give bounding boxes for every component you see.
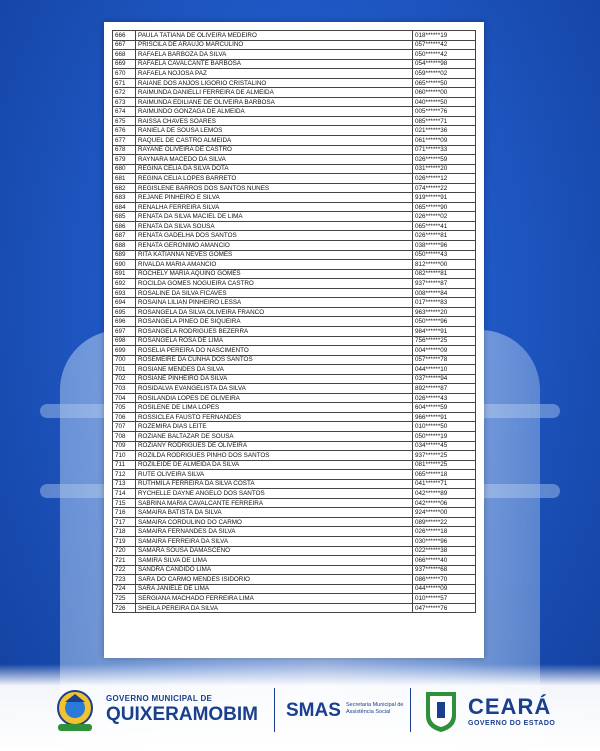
- masked-cpf: 026******02: [413, 212, 476, 222]
- row-number: 726: [113, 603, 136, 613]
- row-number: 670: [113, 69, 136, 79]
- beneficiary-name: ROSIDALVA EVANGELISTA DA SILVA: [136, 384, 413, 394]
- table-row: [113, 365, 476, 375]
- masked-cpf: 041******71: [413, 479, 476, 489]
- row-number: 669: [113, 59, 136, 69]
- row-number: 723: [113, 575, 136, 585]
- beneficiary-name: RAIANE DOS ANJOS LIGORIO CRISTALINO: [136, 78, 413, 88]
- masked-cpf: 937******25: [413, 451, 476, 461]
- masked-cpf: 050******42: [413, 50, 476, 60]
- beneficiary-name: ROSELIA PEREIRA DO NASCIMENTO: [136, 346, 413, 356]
- table-row: [113, 603, 476, 613]
- beneficiary-name: RAFAELA CAVALCANTE BARBOSA: [136, 59, 413, 69]
- muni-line1: GOVERNO MUNICIPAL DE: [106, 694, 213, 703]
- smas-logo: SMAS: [286, 700, 341, 721]
- table-row: [113, 145, 476, 155]
- row-number: 695: [113, 307, 136, 317]
- table-row: [113, 451, 476, 461]
- table-row: [113, 241, 476, 251]
- table-row: [113, 107, 476, 117]
- table-row: [113, 174, 476, 184]
- masked-cpf: 756******25: [413, 336, 476, 346]
- masked-cpf: 057******78: [413, 355, 476, 365]
- row-number: 722: [113, 565, 136, 575]
- beneficiary-name: ROSSICLEA FAUSTO FERNANDES: [136, 412, 413, 422]
- masked-cpf: 924******00: [413, 508, 476, 518]
- masked-cpf: 010******50: [413, 422, 476, 432]
- table-row: [113, 431, 476, 441]
- masked-cpf: 604******59: [413, 403, 476, 413]
- masked-cpf: 026******18: [413, 527, 476, 537]
- beneficiary-name: SARA DO CARMO MENDES ISIDORIO: [136, 575, 413, 585]
- masked-cpf: 065******41: [413, 221, 476, 231]
- beneficiary-name: ROZIANY RODRIGUES DE OLIVEIRA: [136, 441, 413, 451]
- masked-cpf: 066******40: [413, 556, 476, 566]
- beneficiary-name: SERGIANA MACHADO FERREIRA LIMA: [136, 594, 413, 604]
- masked-cpf: 038******96: [413, 241, 476, 251]
- row-number: 672: [113, 88, 136, 98]
- ceara-name: CEARÁ: [468, 694, 552, 719]
- masked-cpf: 050******43: [413, 250, 476, 260]
- row-number: 693: [113, 288, 136, 298]
- masked-cpf: 008******84: [413, 288, 476, 298]
- table-row: [113, 231, 476, 241]
- beneficiary-list-sheet: [104, 22, 484, 658]
- beneficiary-name: ROSILANDIA LOPES DE OLIVEIRA: [136, 393, 413, 403]
- beneficiary-name: RAISSA CHAVES SOARES: [136, 116, 413, 126]
- masked-cpf: 042******06: [413, 498, 476, 508]
- table-row: [113, 441, 476, 451]
- masked-cpf: 034******45: [413, 441, 476, 451]
- row-number: 677: [113, 136, 136, 146]
- row-number: 684: [113, 202, 136, 212]
- beneficiary-name: RENALHA FERREIRA SILVA: [136, 202, 413, 212]
- table-row: [113, 269, 476, 279]
- beneficiary-name: REJANE PINHEIRO E SILVA: [136, 193, 413, 203]
- table-row: [113, 155, 476, 165]
- ceara-logo-text: [468, 694, 555, 727]
- footer-bar: [0, 664, 600, 751]
- beneficiary-name: ROSANGELA ROSA DE LIMA: [136, 336, 413, 346]
- smas-subtitle: Secretaria Municipal de Assistência Social: [346, 702, 404, 715]
- masked-cpf: 040******50: [413, 97, 476, 107]
- row-number: 671: [113, 78, 136, 88]
- row-number: 708: [113, 431, 136, 441]
- beneficiary-name: RAQUEL DE CASTRO ALMEIDA: [136, 136, 413, 146]
- quixeramobim-crest-icon: [50, 686, 100, 736]
- row-number: 725: [113, 594, 136, 604]
- masked-cpf: 050******96: [413, 317, 476, 327]
- row-number: 697: [113, 326, 136, 336]
- masked-cpf: 061******09: [413, 136, 476, 146]
- masked-cpf: 044******10: [413, 365, 476, 375]
- row-number: 673: [113, 97, 136, 107]
- table-row: [113, 412, 476, 422]
- masked-cpf: 919******91: [413, 193, 476, 203]
- beneficiary-name: PAULA TATIANA DE OLIVEIRA MEDEIRO: [136, 31, 413, 41]
- row-number: 712: [113, 470, 136, 480]
- beneficiary-name: SAMIRA SILVA DE LIMA: [136, 556, 413, 566]
- beneficiary-name: RAIMUNDA DANIELLI FERREIRA DE ALMEIDA: [136, 88, 413, 98]
- row-number: 711: [113, 460, 136, 470]
- masked-cpf: 010******57: [413, 594, 476, 604]
- table-row: [113, 193, 476, 203]
- masked-cpf: 026******59: [413, 155, 476, 165]
- row-number: 703: [113, 384, 136, 394]
- beneficiary-name: ROSANGELA RODRIGUES BEZERRA: [136, 326, 413, 336]
- table-row: [113, 40, 476, 50]
- masked-cpf: 022******38: [413, 546, 476, 556]
- table-row: [113, 164, 476, 174]
- masked-cpf: 937******68: [413, 565, 476, 575]
- masked-cpf: 065******90: [413, 202, 476, 212]
- beneficiary-name: SAMAIRA FERREIRA DA SILVA: [136, 536, 413, 546]
- municipal-logo-text: [106, 694, 258, 726]
- table-row: [113, 336, 476, 346]
- beneficiary-name: SHEILA PEREIRA DA SILVA: [136, 603, 413, 613]
- table-row: [113, 97, 476, 107]
- table-row: [113, 546, 476, 556]
- table-row: [113, 479, 476, 489]
- table-row: [113, 460, 476, 470]
- masked-cpf: 042******89: [413, 489, 476, 499]
- row-number: 680: [113, 164, 136, 174]
- masked-cpf: 026******81: [413, 231, 476, 241]
- beneficiary-name: RIVALDA MARIA AMANCIO: [136, 260, 413, 270]
- table-row: [113, 403, 476, 413]
- beneficiary-name: ROSALINE DA SILVA FICAVES: [136, 288, 413, 298]
- row-number: 705: [113, 403, 136, 413]
- masked-cpf: 004******09: [413, 346, 476, 356]
- table-row: [113, 298, 476, 308]
- masked-cpf: 892******87: [413, 384, 476, 394]
- row-number: 675: [113, 116, 136, 126]
- table-row: [113, 260, 476, 270]
- beneficiary-name: ROZILEIDE DE ALMEIDA DA SILVA: [136, 460, 413, 470]
- masked-cpf: 050******19: [413, 431, 476, 441]
- beneficiary-name: SABRINA MARIA CAVALCANTE FERREIRA: [136, 498, 413, 508]
- beneficiary-name: ROZEMIRA DIAS LEITE: [136, 422, 413, 432]
- table-row: [113, 556, 476, 566]
- beneficiary-name: ROSAINA LILIAN PINHEIRO LESSA: [136, 298, 413, 308]
- row-number: 714: [113, 489, 136, 499]
- table-row: [113, 88, 476, 98]
- beneficiary-name: RENATA DA SILVA SOUSA: [136, 221, 413, 231]
- beneficiary-name: ROSANGELA PINEO DE SIQUEIRA: [136, 317, 413, 327]
- masked-cpf: 005******76: [413, 107, 476, 117]
- ceara-subtitle: GOVERNO DO ESTADO: [468, 720, 556, 727]
- row-number: 713: [113, 479, 136, 489]
- beneficiary-name: REGISLENE BARROS DOS SANTOS NUNES: [136, 183, 413, 193]
- row-number: 719: [113, 536, 136, 546]
- table-row: [113, 517, 476, 527]
- masked-cpf: 021******36: [413, 126, 476, 136]
- row-number: 699: [113, 346, 136, 356]
- row-number: 716: [113, 508, 136, 518]
- masked-cpf: 054******98: [413, 59, 476, 69]
- table-row: [113, 212, 476, 222]
- beneficiary-name: RAIMUNDA EDILIANE DE OLIVEIRA BARBOSA: [136, 97, 413, 107]
- beneficiary-name: SANDRA CANDIDO LIMA: [136, 565, 413, 575]
- table-row: [113, 69, 476, 79]
- row-number: 685: [113, 212, 136, 222]
- masked-cpf: 085******71: [413, 116, 476, 126]
- row-number: 696: [113, 317, 136, 327]
- row-number: 674: [113, 107, 136, 117]
- beneficiary-name: PRISCILA DE ARAUJO MARCULINO: [136, 40, 413, 50]
- masked-cpf: 047******76: [413, 603, 476, 613]
- masked-cpf: 071******33: [413, 145, 476, 155]
- beneficiary-name: ROSIANE MENDES DA SILVA: [136, 365, 413, 375]
- row-number: 678: [113, 145, 136, 155]
- table-row: [113, 126, 476, 136]
- beneficiary-name: SARA JANIELE DE LIMA: [136, 584, 413, 594]
- table-row: [113, 584, 476, 594]
- masked-cpf: 966******91: [413, 412, 476, 422]
- row-number: 720: [113, 546, 136, 556]
- table-row: [113, 346, 476, 356]
- footer-divider: [410, 688, 411, 732]
- masked-cpf: 089******22: [413, 517, 476, 527]
- masked-cpf: 057******42: [413, 40, 476, 50]
- table-row: [113, 288, 476, 298]
- beneficiary-table: [112, 30, 476, 613]
- row-number: 667: [113, 40, 136, 50]
- row-number: 704: [113, 393, 136, 403]
- table-row: [113, 136, 476, 146]
- beneficiary-name: RAYNARA MACEDO DA SILVA: [136, 155, 413, 165]
- row-number: 721: [113, 556, 136, 566]
- beneficiary-name: REGINA CELIA LOPES BARRETO: [136, 174, 413, 184]
- masked-cpf: 017******83: [413, 298, 476, 308]
- masked-cpf: 037******94: [413, 374, 476, 384]
- beneficiary-name: RENATA DA SILVA MACIEL DE LIMA: [136, 212, 413, 222]
- table-row: [113, 470, 476, 480]
- row-number: 702: [113, 374, 136, 384]
- table-row: [113, 565, 476, 575]
- masked-cpf: 044******09: [413, 584, 476, 594]
- beneficiary-name: ROSANGELA DA SILVA OLIVEIRA FRANCO: [136, 307, 413, 317]
- beneficiary-name: SAMAIRA BATISTA DA SILVA: [136, 508, 413, 518]
- beneficiary-name: ROZILDA RODRIGUES PINHO DOS SANTOS: [136, 451, 413, 461]
- table-row: [113, 183, 476, 193]
- masked-cpf: 026******43: [413, 393, 476, 403]
- footer-divider: [274, 688, 275, 732]
- beneficiary-name: SAMAIRA FERNANDES DA SILVA: [136, 527, 413, 537]
- masked-cpf: 059******02: [413, 69, 476, 79]
- row-number: 707: [113, 422, 136, 432]
- beneficiary-name: RUTE OLIVEIRA SILVA: [136, 470, 413, 480]
- beneficiary-name: RYCHELLE DAYNE ANGELO DOS SANTOS: [136, 489, 413, 499]
- table-row: [113, 374, 476, 384]
- row-number: 706: [113, 412, 136, 422]
- row-number: 717: [113, 517, 136, 527]
- row-number: 724: [113, 584, 136, 594]
- beneficiary-name: RANIELA DE SOUSA LEMOS: [136, 126, 413, 136]
- table-row: [113, 393, 476, 403]
- table-row: [113, 527, 476, 537]
- table-row: [113, 221, 476, 231]
- beneficiary-name: RENATA GERONIMO AMANCIO: [136, 241, 413, 251]
- masked-cpf: 086******70: [413, 575, 476, 585]
- row-number: 691: [113, 269, 136, 279]
- beneficiary-name: RAYANE OLIVEIRA DE CASTRO: [136, 145, 413, 155]
- table-row: [113, 31, 476, 41]
- row-number: 688: [113, 241, 136, 251]
- table-row: [113, 384, 476, 394]
- ceara-seal-icon: [420, 688, 462, 734]
- masked-cpf: 963******20: [413, 307, 476, 317]
- row-number: 668: [113, 50, 136, 60]
- beneficiary-name: RAFAELA NOJOSA PAZ: [136, 69, 413, 79]
- beneficiary-name: RAIMUNDO GONZAGA DE ALMEIDA: [136, 107, 413, 117]
- row-number: 718: [113, 527, 136, 537]
- table-row: [113, 250, 476, 260]
- row-number: 683: [113, 193, 136, 203]
- beneficiary-name: SAMARA SOUSA DAMASCENO: [136, 546, 413, 556]
- beneficiary-name: SAMAIRA CORDULINO DO CARMO: [136, 517, 413, 527]
- row-number: 694: [113, 298, 136, 308]
- masked-cpf: 026******12: [413, 174, 476, 184]
- table-row: [113, 279, 476, 289]
- beneficiary-name: RENATA GADELHA DOS SANTOS: [136, 231, 413, 241]
- masked-cpf: 060******00: [413, 88, 476, 98]
- masked-cpf: 937******87: [413, 279, 476, 289]
- table-row: [113, 326, 476, 336]
- table-row: [113, 508, 476, 518]
- beneficiary-name: ROSILENE DE LIMA LOPES: [136, 403, 413, 413]
- muni-line2: QUIXERAMOBIM: [106, 704, 258, 725]
- row-number: 698: [113, 336, 136, 346]
- beneficiary-name: ROSIANE PINHEIRO DA SILVA: [136, 374, 413, 384]
- beneficiary-name: REGINA CELIA DA SILVA DOTA: [136, 164, 413, 174]
- row-number: 689: [113, 250, 136, 260]
- row-number: 682: [113, 183, 136, 193]
- beneficiary-name: RAFAELA BARBOZA DA SILVA: [136, 50, 413, 60]
- row-number: 666: [113, 31, 136, 41]
- table-row: [113, 307, 476, 317]
- row-number: 681: [113, 174, 136, 184]
- row-number: 715: [113, 498, 136, 508]
- table-row: [113, 575, 476, 585]
- table-row: [113, 594, 476, 604]
- table-row: [113, 78, 476, 88]
- table-row: [113, 422, 476, 432]
- row-number: 692: [113, 279, 136, 289]
- masked-cpf: 812******00: [413, 260, 476, 270]
- row-number: 701: [113, 365, 136, 375]
- beneficiary-name: ROCILDA GOMES NOGUEIRA CASTRO: [136, 279, 413, 289]
- table-row: [113, 202, 476, 212]
- row-number: 709: [113, 441, 136, 451]
- table-row: [113, 59, 476, 69]
- table-row: [113, 317, 476, 327]
- table-row: [113, 116, 476, 126]
- masked-cpf: 082******81: [413, 269, 476, 279]
- masked-cpf: 030******96: [413, 536, 476, 546]
- beneficiary-name: ROZIANE BALTAZAR DE SOUSA: [136, 431, 413, 441]
- table-row: [113, 536, 476, 546]
- masked-cpf: 081******25: [413, 460, 476, 470]
- beneficiary-name: ROSEMEIRE DA CUNHA DOS SANTOS: [136, 355, 413, 365]
- masked-cpf: 031******20: [413, 164, 476, 174]
- beneficiary-name: RITA KATIANNA NEVES GOMES: [136, 250, 413, 260]
- row-number: 690: [113, 260, 136, 270]
- row-number: 700: [113, 355, 136, 365]
- row-number: 679: [113, 155, 136, 165]
- row-number: 687: [113, 231, 136, 241]
- masked-cpf: 065******50: [413, 78, 476, 88]
- table-row: [113, 50, 476, 60]
- beneficiary-name: ROCHELY MARIA AQUINO GOMES: [136, 269, 413, 279]
- row-number: 676: [113, 126, 136, 136]
- row-number: 710: [113, 451, 136, 461]
- row-number: 686: [113, 221, 136, 231]
- masked-cpf: 065******18: [413, 470, 476, 480]
- masked-cpf: 018******19: [413, 31, 476, 41]
- beneficiary-name: RUTHMILA FERREIRA DA SILVA COSTA: [136, 479, 413, 489]
- table-row: [113, 498, 476, 508]
- table-row: [113, 355, 476, 365]
- masked-cpf: 984******91: [413, 326, 476, 336]
- masked-cpf: 074******22: [413, 183, 476, 193]
- table-row: [113, 489, 476, 499]
